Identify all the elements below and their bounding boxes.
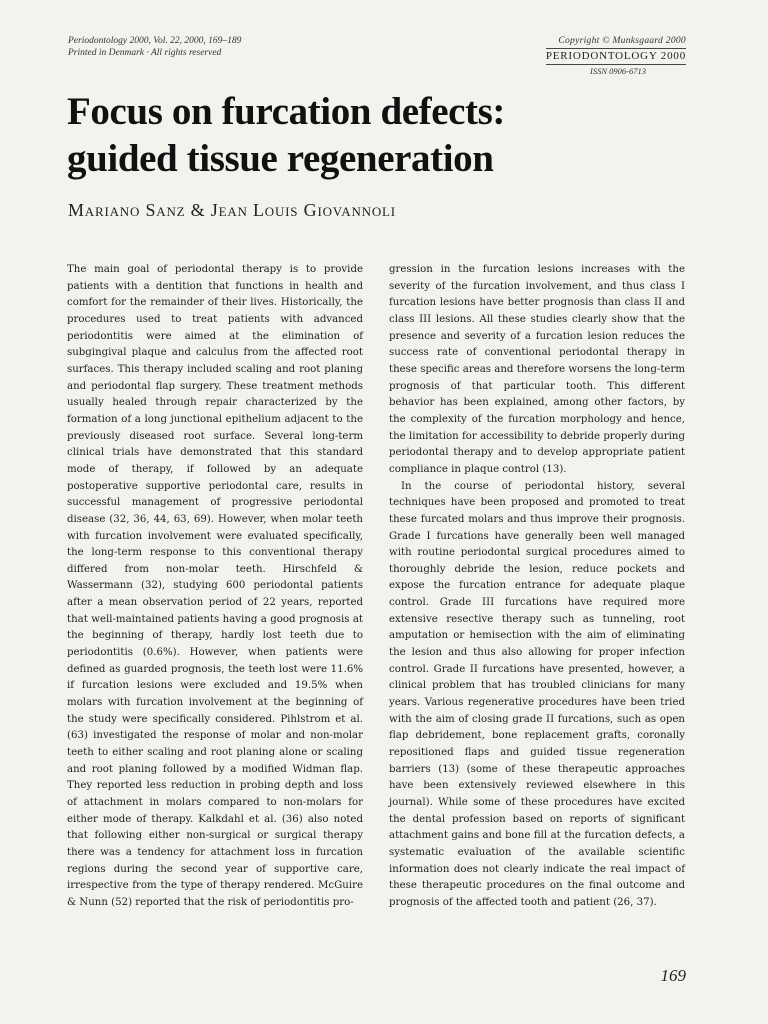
- body-column-right: [389, 262, 685, 912]
- paragraph: gression in the furcation lesions increases with the severity of the furcation involvement, and thus class I furcation lesions have better prognosis than class II and class III lesions. All these studies clearly show that the presence and severity of a furcation lesion reduces the success rate of conventional periodontal therapy in these specific areas and therefore worsens the long-term prognosis of that particular tooth. This different behavior has been explained, among other factors, by the complexity of the furcation morphology and hence, the limitation for accessibility to debride properly during periodontal therapy and to develop appropriate patient compliance in plaque control (13).: [389, 264, 685, 475]
- title-line-1: Focus on furcation defects:: [67, 90, 506, 133]
- citation-block: [68, 35, 241, 59]
- page-number: 169: [660, 966, 686, 985]
- paragraph: The main goal of periodontal therapy is to provide patients with a dentition that functions in health and comfort for the remainder of their lives. Historically, the procedures used to treat patients with advanced periodontitis were aimed at the elimination of subgingival plaque and calculus from the affected root surfaces. This therapy included scaling and root planing and periodontal flap surgery. These treatment methods usually healed through repair characterized by the formation of a long junctional epithelium adjacent to the previously diseased root surface. Several long-term clinical trials have demonstrated that this standard mode of therapy, if followed by an adequate postoperative supportive periodontal care, results in successful management of progressive periodontal disease (32, 36, 44, 63, 69). However, when molar teeth with furcation involvement were evaluated specifically, the long-term response to this conventional therapy differed from non-molar teeth. Hirschfeld & Wassermann (32), studying 600 periodontal patients after a mean observation period of 22 years, reported that well-maintained patients having a good prognosis at the beginning of therapy, hardly lost teeth due to periodontitis (0.6%). However, when patients were defined as guarded prognosis, the teeth lost were 11.6% if furcation lesions were excluded and 19.5% when molars with furcation involvement at the beginning of the study were specifically considered. Pihlstrom et al. (63) investigated the response of molar and non-molar teeth to either scaling and root planing alone or scaling and root planing followed by a modified Widman flap. They reported less reduction in probing depth and loss of attachment in molars compared to non-molars for either mode of therapy. Kalkdahl et al. (36) also noted that following either non-surgical or surgical therapy there was a tendency for attachment loss in furcation regions during the second year of supportive care, irrespective from the type of therapy rendered. McGuire & Nunn (52) reported that the risk of periodontitis pro-: [67, 264, 363, 908]
- journal-name: PERIODONTOLOGY 2000: [546, 48, 686, 65]
- issn: ISSN 0906-6713: [590, 66, 646, 76]
- citation-line: Periodontology 2000, Vol. 22, 2000, 169–189: [68, 36, 242, 46]
- journal-block: [546, 35, 686, 77]
- body-column-left: [67, 262, 363, 912]
- article-title: [67, 88, 707, 182]
- title-line-2: guided tissue regeneration: [67, 137, 494, 180]
- printing-note: Printed in Denmark · All rights reserved: [68, 48, 222, 58]
- copyright: Copyright © Munksgaard 2000: [558, 36, 686, 46]
- authors: Mariano Sanz & Jean Louis Giovannoli: [68, 200, 396, 220]
- paragraph: In the course of periodontal history, several techniques have been proposed and promoted to treat these furcated molars and thus improve their prognosis. Grade I furcations have generally been well managed with routine periodontal surgical procedures aimed to thoroughly debride the lesion, reduce pockets and expose the furcation entrance for adequate plaque control. Grade III furcations have required more extensive resective therapy such as tunneling, root amputation or hemisection with the aim of eliminating the lesion and thus also allowing for proper infection control. Grade II furcations have presented, however, a clinical problem that has troubled clinicians for many years. Various regenerative procedures have been tried with the aim of closing grade II furcations, such as open flap debridement, bone replacement grafts, coronally repositioned flaps and guided tissue regeneration barriers (13) (some of these therapeutic approaches have been extensively reviewed elsewhere in this journal). While some of these procedures have excited the dental profession based on reports of significant attachment gains and bone fill at the furcation defects, a systematic evaluation of the available scientific information does not clearly indicate the real impact of these therapeutic procedures on the final outcome and prognosis of the affected tooth and patient (26, 37).: [389, 480, 685, 908]
